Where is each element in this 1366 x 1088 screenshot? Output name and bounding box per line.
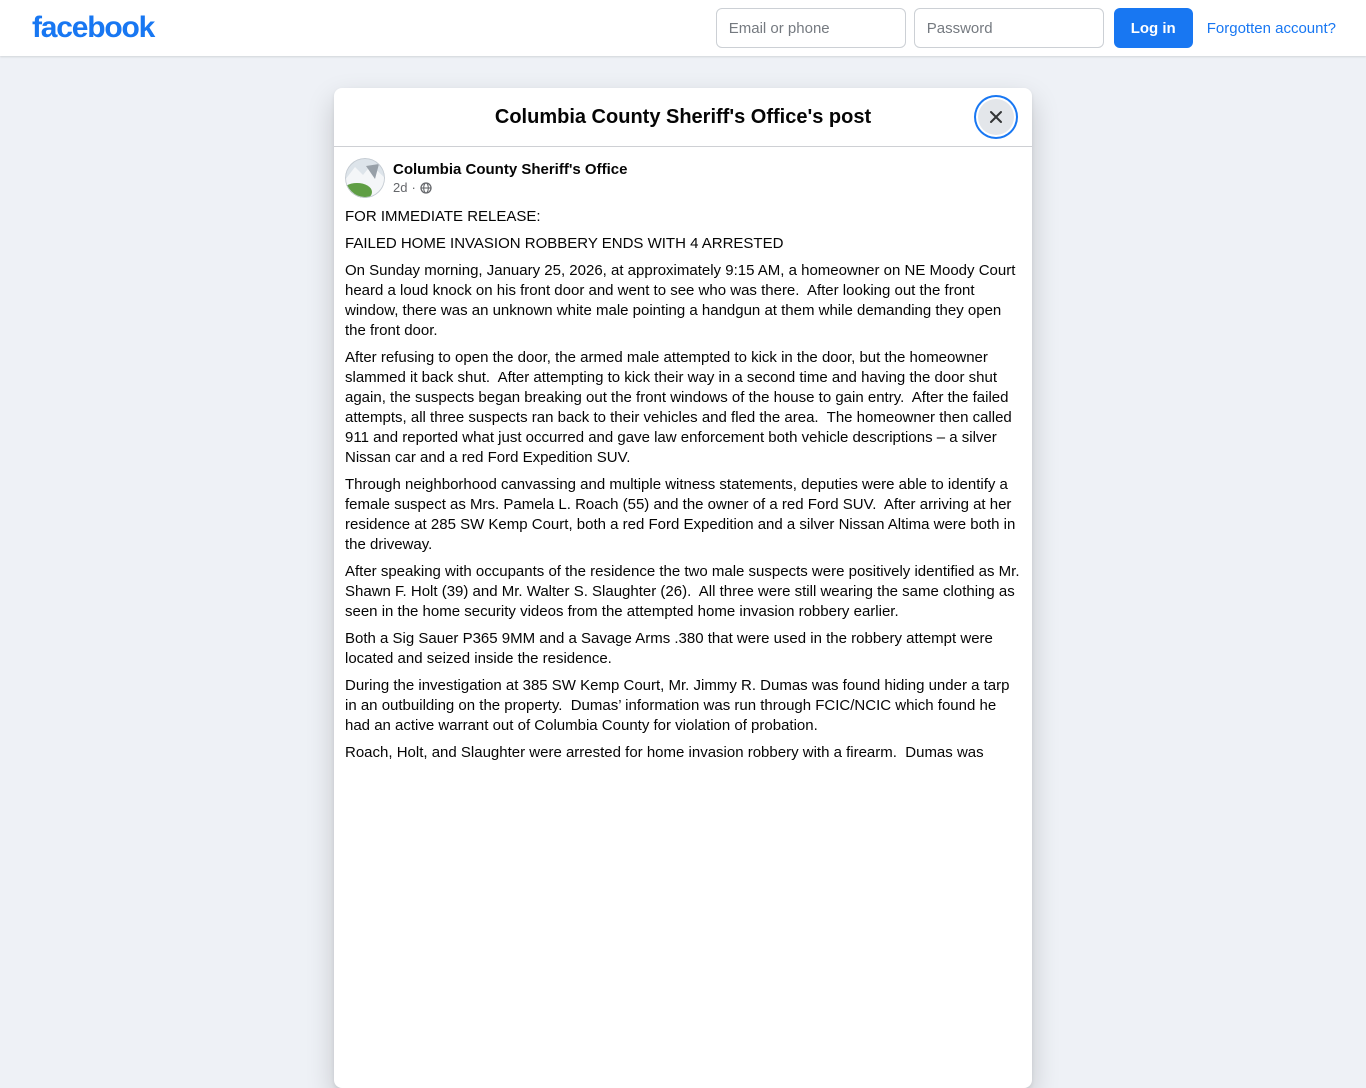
post-paragraph: FAILED HOME INVASION ROBBERY ENDS WITH 4 ARRESTED: [345, 235, 784, 252]
sheriff-office-logo-icon: [345, 158, 385, 198]
facebook-logo[interactable]: facebook: [32, 11, 155, 44]
avatar[interactable]: [345, 158, 385, 198]
email-input[interactable]: [716, 8, 906, 48]
post-paragraph: Both a Sig Sauer P365 9MM and a Savage Arms .380 that were used in the robbery attempt were located and seized inside the residence.: [345, 630, 998, 667]
meta-separator: ·: [411, 180, 416, 195]
post-paragraph: Roach, Holt, and Slaughter were arrested for home invasion robbery with a firearm. Dumas was: [345, 744, 984, 761]
post-header: [345, 158, 1020, 198]
post-paragraph: Through neighborhood canvassing and multiple witness statements, deputies were able to identify a female suspect as Mrs. Pamela L. Roach (55) and the owner of a red Ford SUV. After arriving at her residence at 285 SW Kemp Court, both a red Ford Expedition and a silver Nissan Altima were both in the driveway.: [345, 476, 1020, 553]
post-timestamp[interactable]: 2d: [393, 180, 408, 195]
post-author[interactable]: Columbia County Sheriff's Office: [393, 161, 628, 178]
modal-title: Columbia County Sheriff's Office's post: [494, 105, 872, 128]
post-paragraph: During the investigation at 385 SW Kemp Court, Mr. Jimmy R. Dumas was found hiding under a tarp in an outbuilding on the property. Dumas’ information was run through FCIC/NCIC which found he had an active warrant out of Columbia County for violation of probation.: [345, 677, 1014, 734]
author-block: [393, 161, 627, 195]
top-nav: [0, 0, 1366, 56]
password-input[interactable]: [914, 8, 1104, 48]
post-meta[interactable]: [393, 180, 627, 195]
post-paragraph: FOR IMMEDIATE RELEASE:: [345, 208, 541, 225]
login-button[interactable]: Log in: [1114, 8, 1193, 48]
modal-header: [334, 88, 1032, 147]
post-text: [345, 207, 1024, 763]
close-button[interactable]: [978, 99, 1014, 135]
post-paragraph: After speaking with occupants of the residence the two male suspects were positively identified as Mr. Shawn F. Holt (39) and Mr. Walter S. Slaughter (26). All three were still wearing the same clothing as seen in the home security videos from the attempted home invasion robbery earlier.: [345, 563, 1024, 620]
post-body: [334, 147, 1032, 786]
close-icon: [987, 108, 1005, 126]
login-form: [716, 8, 1336, 48]
post-paragraph: On Sunday morning, January 25, 2026, at approximately 9:15 AM, a homeowner on NE Moody Court heard a loud knock on his front door and went to see who was there. After looking out the front window, there was an unknown white male pointing a handgun at them while demanding they open the front door.: [345, 262, 1020, 339]
forgotten-account-link[interactable]: Forgotten account?: [1206, 19, 1336, 37]
globe-icon: [420, 182, 432, 194]
post-paragraph: After refusing to open the door, the armed male attempted to kick in the door, but the homeowner slammed it back shut. After attempting to kick their way in a second time and having the door shut again, the suspects began breaking out the front windows of the house to gain entry. After the failed attempts, all three suspects ran back to their vehicles and fled the area. The homeowner then called 911 and reported what just occurred and gave law enforcement both vehicle descriptions – a silver Nissan car and a red Ford Expedition SUV.: [345, 349, 1016, 466]
post-modal: [334, 88, 1032, 1088]
